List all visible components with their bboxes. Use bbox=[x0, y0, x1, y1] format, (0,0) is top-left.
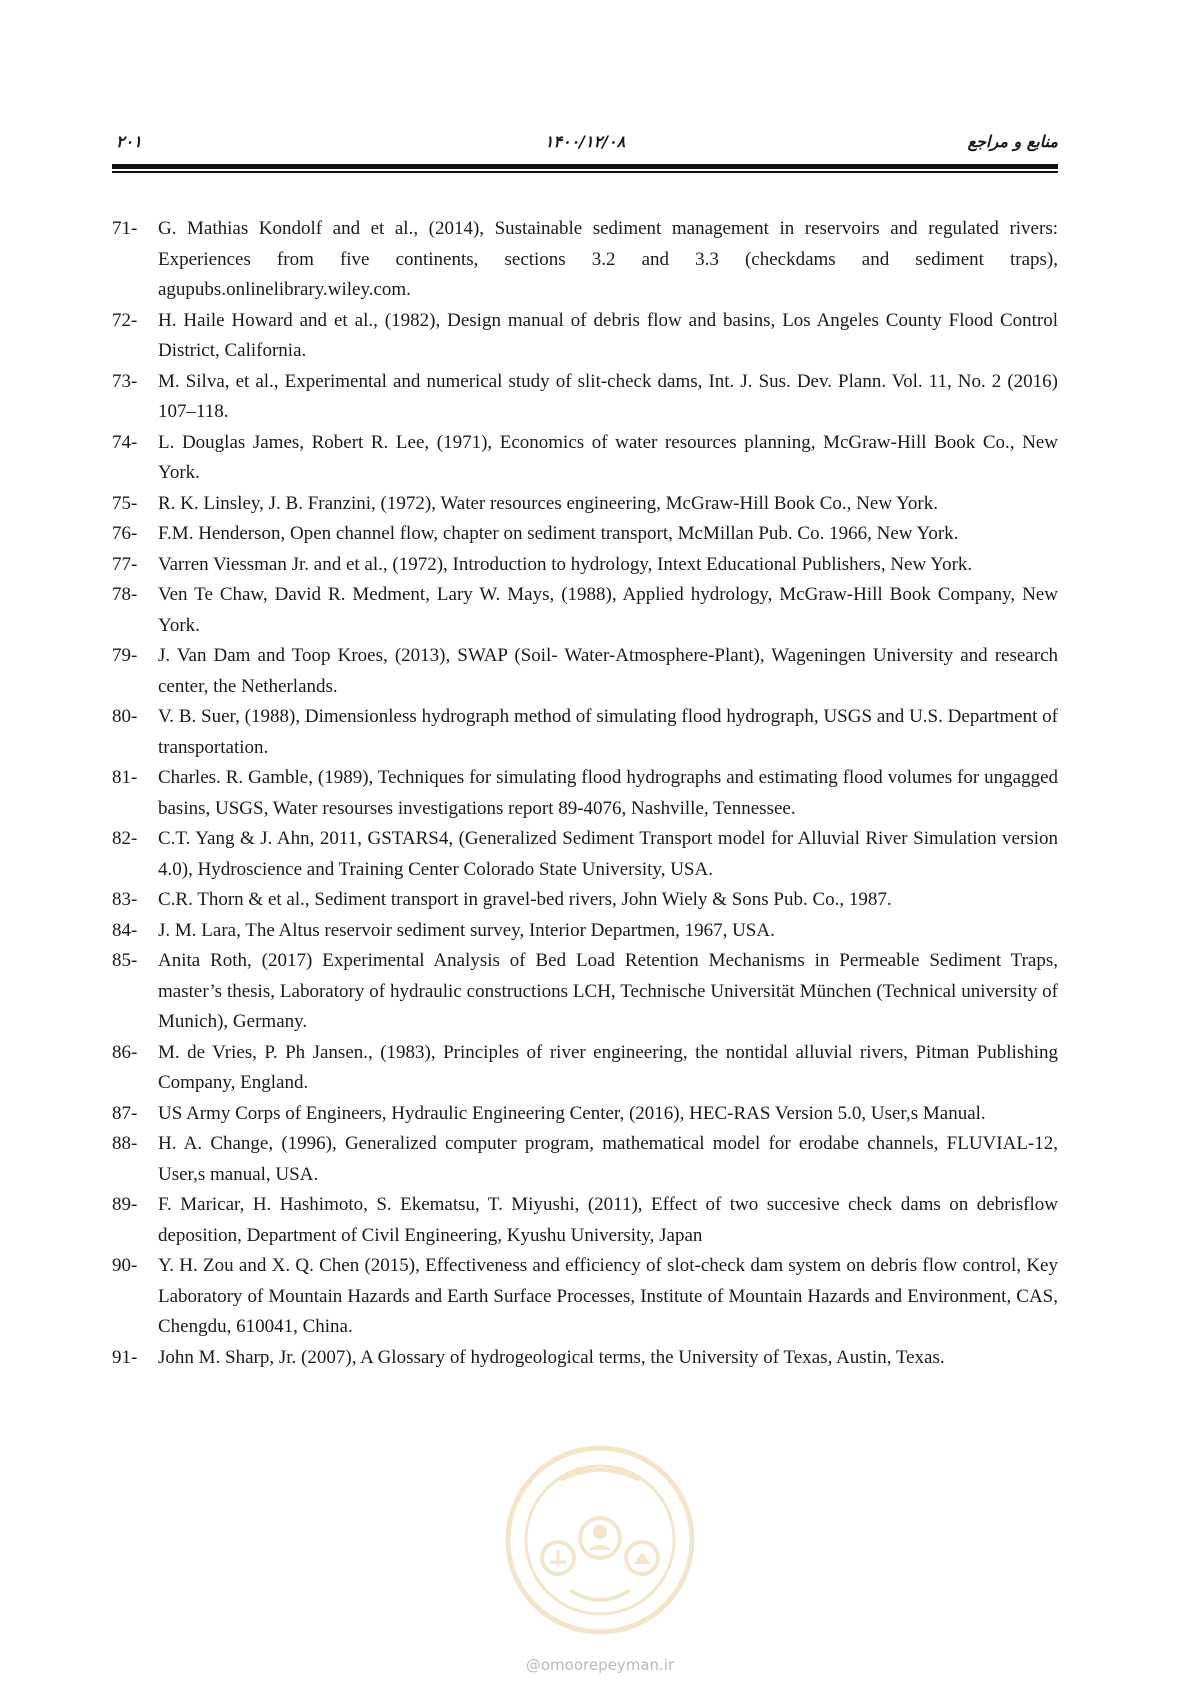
reference-text: V. B. Suer, (1988), Dimensionless hydrograph method of simulating flood hydrograph, USGS and U.S. Department of transportation. bbox=[158, 706, 1058, 758]
reference-item bbox=[112, 519, 1058, 550]
reference-item bbox=[112, 763, 1058, 824]
reference-number: 77- bbox=[112, 553, 138, 575]
reference-number: 76- bbox=[112, 523, 138, 544]
reference-text: J. Van Dam and Toop Kroes, (2013), SWAP (Soil- Water-Atmosphere-Plant), Wageningen University and research center, the Netherlands. bbox=[158, 645, 1058, 697]
reference-text: M. de Vries, P. Ph Jansen., (1983), Principles of river engineering, the nontidal alluvial rivers, Pitman Publishing Company, England. bbox=[158, 1041, 1058, 1093]
reference-text: F.M. Henderson, Open channel flow, chapter on sediment transport, McMillan Pub. Co. 1966, New York. bbox=[158, 523, 959, 544]
page-header bbox=[112, 128, 1058, 154]
reference-number: 73- bbox=[112, 370, 138, 392]
reference-item bbox=[112, 916, 1058, 947]
reference-item bbox=[112, 489, 1058, 520]
reference-number: 74- bbox=[112, 431, 138, 453]
reference-item bbox=[112, 824, 1058, 885]
reference-item bbox=[112, 1190, 1058, 1251]
reference-text: Ven Te Chaw, David R. Medment, Lary W. Mays, (1988), Applied hydrology, McGraw-Hill Book Company, New York. bbox=[158, 584, 1058, 636]
reference-item bbox=[112, 1343, 1058, 1374]
reference-number: 82- bbox=[112, 828, 138, 849]
reference-item bbox=[112, 214, 1058, 306]
reference-number: 91- bbox=[112, 1346, 138, 1368]
reference-number: 72- bbox=[112, 309, 138, 331]
reference-item bbox=[112, 367, 1058, 428]
reference-number: 79- bbox=[112, 645, 138, 666]
reference-text: John M. Sharp, Jr. (2007), A Glossary of hydrogeological terms, the University of Texas, Austin, Texas. bbox=[158, 1346, 945, 1368]
reference-number: 84- bbox=[112, 919, 138, 941]
reference-text: H. Haile Howard and et al., (1982), Design manual of debris flow and basins, Los Angeles County Flood Control District, California. bbox=[158, 309, 1058, 361]
reference-item bbox=[112, 428, 1058, 489]
reference-item bbox=[112, 1099, 1058, 1130]
reference-number: 90- bbox=[112, 1255, 138, 1276]
reference-number: 85- bbox=[112, 950, 138, 971]
reference-item bbox=[112, 1129, 1058, 1190]
reference-text: J. M. Lara, The Altus reservoir sediment survey, Interior Departmen, 1967, USA. bbox=[158, 919, 775, 941]
watermark-site: @omoorepeyman.ir bbox=[525, 1656, 675, 1674]
reference-text: G. Mathias Kondolf and et al., (2014), Sustainable sediment management in reservoirs and regulated rivers: Experiences from five continents, sections 3.2 and 3.3 (checkdams and sediment traps), agupubs.onlinelibrary.wiley.com. bbox=[158, 218, 1058, 300]
watermark-logo-icon bbox=[500, 1440, 700, 1640]
reference-number: 83- bbox=[112, 889, 138, 910]
reference-item bbox=[112, 1038, 1058, 1099]
reference-number: 88- bbox=[112, 1133, 138, 1154]
reference-text: L. Douglas James, Robert R. Lee, (1971), Economics of water resources planning, McGraw-Hill Book Co., New York. bbox=[158, 431, 1058, 483]
reference-item bbox=[112, 1251, 1058, 1343]
reference-text: C.R. Thorn & et al., Sediment transport in gravel-bed rivers, John Wiely & Sons Pub. Co., 1987. bbox=[158, 889, 892, 910]
reference-number: 78- bbox=[112, 584, 138, 605]
reference-item bbox=[112, 885, 1058, 916]
reference-item bbox=[112, 641, 1058, 702]
reference-number: 75- bbox=[112, 492, 138, 514]
reference-item bbox=[112, 306, 1058, 367]
section-title: منابع و مراجع bbox=[967, 132, 1058, 151]
reference-list bbox=[112, 214, 1058, 1373]
reference-text: F. Maricar, H. Hashimoto, S. Ekematsu, T. Miyushi, (2011), Effect of two succesive check dams on debrisflow deposition, Department of Civil Engineering, Kyushu University, Japan bbox=[158, 1194, 1058, 1246]
reference-text: Charles. R. Gamble, (1989), Techniques for simulating flood hydrographs and estimating flood volumes for ungagged basins, USGS, Water resourses investigations report 89-4076, Nashville, Tennessee. bbox=[158, 767, 1058, 819]
reference-text: Varren Viessman Jr. and et al., (1972), Introduction to hydrology, Intext Educational Publishers, New York. bbox=[158, 553, 973, 575]
reference-number: 71- bbox=[112, 218, 138, 239]
at-icon: @ bbox=[525, 1656, 541, 1674]
reference-item bbox=[112, 702, 1058, 763]
reference-number: 80- bbox=[112, 706, 138, 727]
reference-text: Y. H. Zou and X. Q. Chen (2015), Effectiveness and efficiency of slot-check dam system on debris flow control, Key Laboratory of Mountain Hazards and Earth Surface Processes, Institute of Mountain Hazards and Environment, CAS, Chengdu, 610041, China. bbox=[158, 1255, 1058, 1337]
header-rule-thin bbox=[112, 171, 1058, 173]
reference-text: R. K. Linsley, J. B. Franzini, (1972), Water resources engineering, McGraw-Hill Book Co., New York. bbox=[158, 492, 938, 514]
reference-number: 89- bbox=[112, 1194, 138, 1215]
reference-text: H. A. Change, (1996), Generalized computer program, mathematical model for erodabe channels, FLUVIAL-12, User,s manual, USA. bbox=[158, 1133, 1058, 1185]
reference-item bbox=[112, 580, 1058, 641]
reference-number: 86- bbox=[112, 1041, 138, 1063]
reference-text: M. Silva, et al., Experimental and numerical study of slit-check dams, Int. J. Sus. Dev. Plann. Vol. 11, No. 2 (2016) 107–118. bbox=[158, 370, 1058, 422]
reference-number: 81- bbox=[112, 767, 138, 788]
header-rule-thick bbox=[112, 164, 1058, 169]
header-date: ۱۴۰۰/۱۲/۰۸ bbox=[544, 132, 626, 151]
reference-number: 87- bbox=[112, 1102, 138, 1124]
reference-text: C.T. Yang & J. Ahn, 2011, GSTARS4, (Generalized Sediment Transport model for Alluvial River Simulation version 4.0), Hydroscience and Training Center Colorado State University, USA. bbox=[158, 828, 1058, 880]
reference-item bbox=[112, 550, 1058, 581]
reference-text: Anita Roth, (2017) Experimental Analysis of Bed Load Retention Mechanisms in Permeable Sediment Traps, master’s thesis, Laboratory of hydraulic constructions LCH, Technische Universität München (Technical university of Munich), Germany. bbox=[158, 950, 1058, 1032]
reference-item bbox=[112, 946, 1058, 1038]
reference-text: US Army Corps of Engineers, Hydraulic Engineering Center, (2016), HEC-RAS Version 5.0, User,s Manual. bbox=[158, 1102, 986, 1124]
page-number: ۲۰۱ bbox=[116, 132, 142, 151]
